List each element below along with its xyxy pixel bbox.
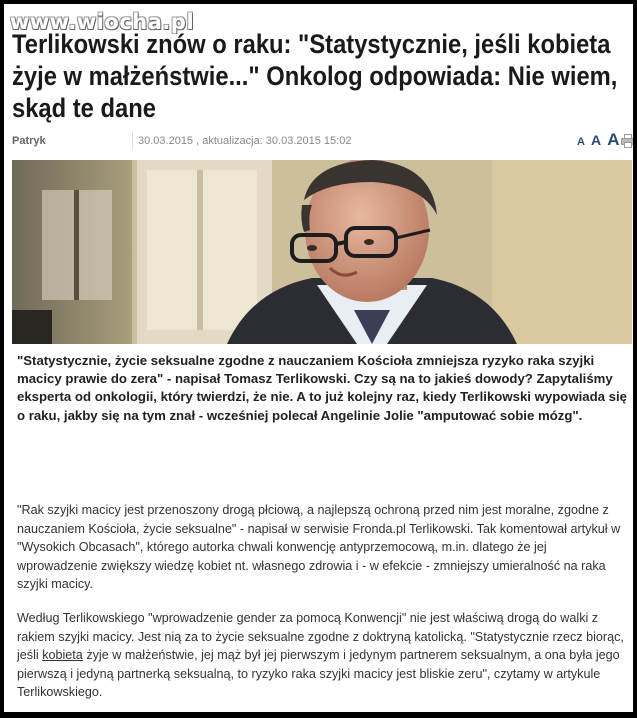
portrait-illustration bbox=[12, 160, 632, 344]
font-size-small-button[interactable]: A bbox=[577, 136, 585, 148]
font-size-large-button[interactable]: A bbox=[607, 130, 620, 149]
author-link[interactable]: Patryk bbox=[12, 135, 46, 147]
keyword-link[interactable]: kobieta bbox=[42, 648, 83, 662]
article-paragraph: "Rak szyjki macicy jest przenoszony drogą płciową, a najlepszą ochroną przed nim jest moralne, zgodne z nauczaniem Kościoła, życie seksualne" - napisał w serwisie Fronda.pl Terlikowski. Tak komentował artykuł w "Wysokich Obcasach", którego autorka chwali konwencję antyprzemocową, m.in. dlatego że jej wprowadzenie zwiększy wiedzę kobiet nt. własnego zdrowia i - w efekcie - zmniejszy umieralność na raka szyjki macicy. bbox=[17, 503, 621, 591]
watermark-logo: www.wiocha.pl bbox=[10, 10, 195, 34]
article-meta bbox=[12, 132, 632, 152]
font-size-controls bbox=[577, 130, 622, 150]
article-title: Terlikowski znów o raku: "Statystycznie, jeśli kobieta żyje w małżeństwie..." Onkolog odpowiada: Nie wiem, skąd te dane bbox=[12, 29, 618, 123]
print-icon[interactable] bbox=[621, 134, 633, 148]
publication-dates: 30.03.2015 , aktualizacja: 30.03.2015 15:02 bbox=[138, 135, 352, 147]
article-paragraph bbox=[17, 609, 629, 702]
screenshot-frame bbox=[4, 4, 633, 712]
article-lead: "Statystycznie, życie seksualne zgodne z nauczaniem Kościoła zmniejsza ryzyko raka szyjki macicy prawie do zera" - napisał Tomasz Terlikowski. Czy są na to jakieś dowody? Zapytaliśmy eksperta od onkologii, który twierdzi, że nie. A to już kolejny raz, kiedy Terlikowski wypowiada się o raku, jakby się na tym znał - wcześniej polecał Angelinie Jolie "amputować sobie mózg". bbox=[17, 353, 627, 423]
paragraph-text: Według Terlikowskiego "wprowadzenie gender za pomocą Konwencji" nie jest właściwą drogą do walki z rakiem szyjki macicy. Jest nią za to życie seksualne zgodne z doktryną katolicką. "Statystycznie rzecz biorąc, jeśli bbox=[17, 611, 624, 662]
meta-divider bbox=[132, 132, 133, 150]
font-size-medium-button[interactable]: A bbox=[591, 132, 602, 148]
article-photo bbox=[12, 160, 632, 344]
paragraph-text: żyje w małżeństwie, jej mąż był jej pierwszym i jedynym partnerem seksualnym, a ona była jego pierwszą i jedyną partnerką seksualną, to ryzyko raka szyjki macicy jest bliskie zeru", czytamy w artykule Terlikowskiego. bbox=[17, 648, 620, 699]
